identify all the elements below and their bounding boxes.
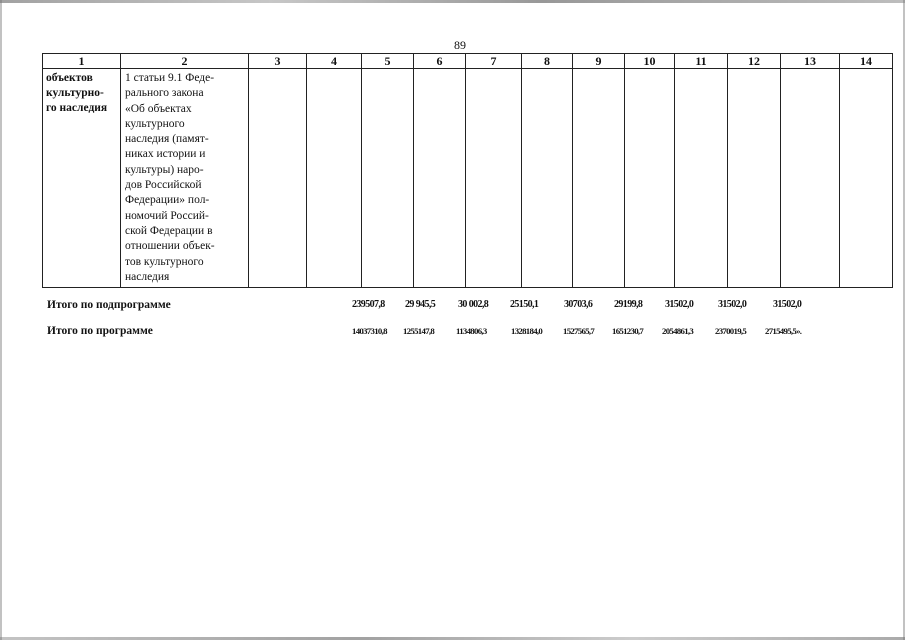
program-total-value: 2370019,5 xyxy=(715,326,747,336)
column-header-6: 6 xyxy=(414,54,466,69)
scan-edge-left xyxy=(0,0,2,640)
program-total-value: 1255147,8 xyxy=(403,326,435,336)
program-total-value: 2715495,5». xyxy=(765,326,802,336)
column-header-4: 4 xyxy=(307,54,362,69)
description-line: Федерации» пол- xyxy=(125,194,210,207)
description-line: отношении объек- xyxy=(125,240,215,253)
subprogram-total-value: 29199,8 xyxy=(614,299,643,310)
header-row xyxy=(43,54,893,69)
description-line: номочий Россий- xyxy=(125,209,209,222)
column-header-5: 5 xyxy=(362,54,414,69)
subprogram-total-value: 31502,0 xyxy=(665,299,694,310)
column-header-1: 1 xyxy=(43,54,121,69)
empty-cell xyxy=(522,69,573,288)
empty-cell xyxy=(362,69,414,288)
column-header-11: 11 xyxy=(675,54,728,69)
empty-cell xyxy=(573,69,625,288)
description-line: наследия xyxy=(125,270,170,283)
program-total-value: 1527565,7 xyxy=(563,326,595,336)
description-line: ской Федерации в xyxy=(125,224,213,237)
empty-cell xyxy=(675,69,728,288)
column-header-10: 10 xyxy=(625,54,675,69)
column-header-14: 14 xyxy=(840,54,893,69)
empty-cell xyxy=(781,69,840,288)
column-header-7: 7 xyxy=(466,54,522,69)
description-line: наследия (памят- xyxy=(125,133,209,146)
empty-cell xyxy=(307,69,362,288)
column-header-13: 13 xyxy=(781,54,840,69)
empty-cell xyxy=(414,69,466,288)
page-number: 89 xyxy=(454,38,466,52)
program-total-value: 1328184,0 xyxy=(511,326,543,336)
column-header-8: 8 xyxy=(522,54,573,69)
subprogram-total-row xyxy=(47,299,892,315)
description-line: 1 статьи 9.1 Феде- xyxy=(125,72,215,84)
program-total-value: 14037310,8 xyxy=(352,326,387,336)
program-total-row xyxy=(47,325,892,341)
program-total-value: 1134806,3 xyxy=(456,326,487,336)
description-cell xyxy=(121,69,249,288)
column-header-3: 3 xyxy=(249,54,307,69)
description-line: культурного xyxy=(125,117,185,130)
subprogram-total-label: Итого по подпрограмме xyxy=(47,299,171,311)
description-line: рального закона xyxy=(125,87,204,100)
column-header-12: 12 xyxy=(728,54,781,69)
subprogram-total-value: 30703,6 xyxy=(564,299,593,310)
subprogram-total-value: 30 002,8 xyxy=(458,299,489,310)
object-name-line: объектов xyxy=(46,72,93,84)
column-header-9: 9 xyxy=(573,54,625,69)
column-header-2: 2 xyxy=(121,54,249,69)
budget-table xyxy=(42,53,893,288)
subprogram-total-value: 25150,1 xyxy=(510,299,539,310)
subprogram-total-value: 239507,8 xyxy=(352,299,385,310)
empty-cell xyxy=(466,69,522,288)
program-total-value: 1651230,7 xyxy=(612,326,644,336)
object-name-line: культурно- xyxy=(46,87,104,99)
description-line: культуры) наро- xyxy=(125,163,204,176)
object-name-cell xyxy=(43,69,121,288)
program-total-label: Итого по программе xyxy=(47,325,153,337)
table-row xyxy=(43,69,893,288)
subprogram-total-value: 31502,0 xyxy=(718,299,747,310)
empty-cell xyxy=(625,69,675,288)
description-line: никах истории и xyxy=(125,148,206,161)
empty-cell xyxy=(728,69,781,288)
subprogram-total-value: 31502,0 xyxy=(773,299,802,310)
empty-cell xyxy=(249,69,307,288)
description-line: тов культурного xyxy=(125,255,204,268)
scan-edge-top xyxy=(0,0,905,3)
subprogram-total-value: 29 945,5 xyxy=(405,299,436,310)
description-line: «Об объектах xyxy=(125,102,192,115)
object-name-line: го наследия xyxy=(46,102,108,114)
description-line: дов Российской xyxy=(125,179,202,192)
empty-cell xyxy=(840,69,893,288)
program-total-value: 2054861,3 xyxy=(662,326,694,336)
